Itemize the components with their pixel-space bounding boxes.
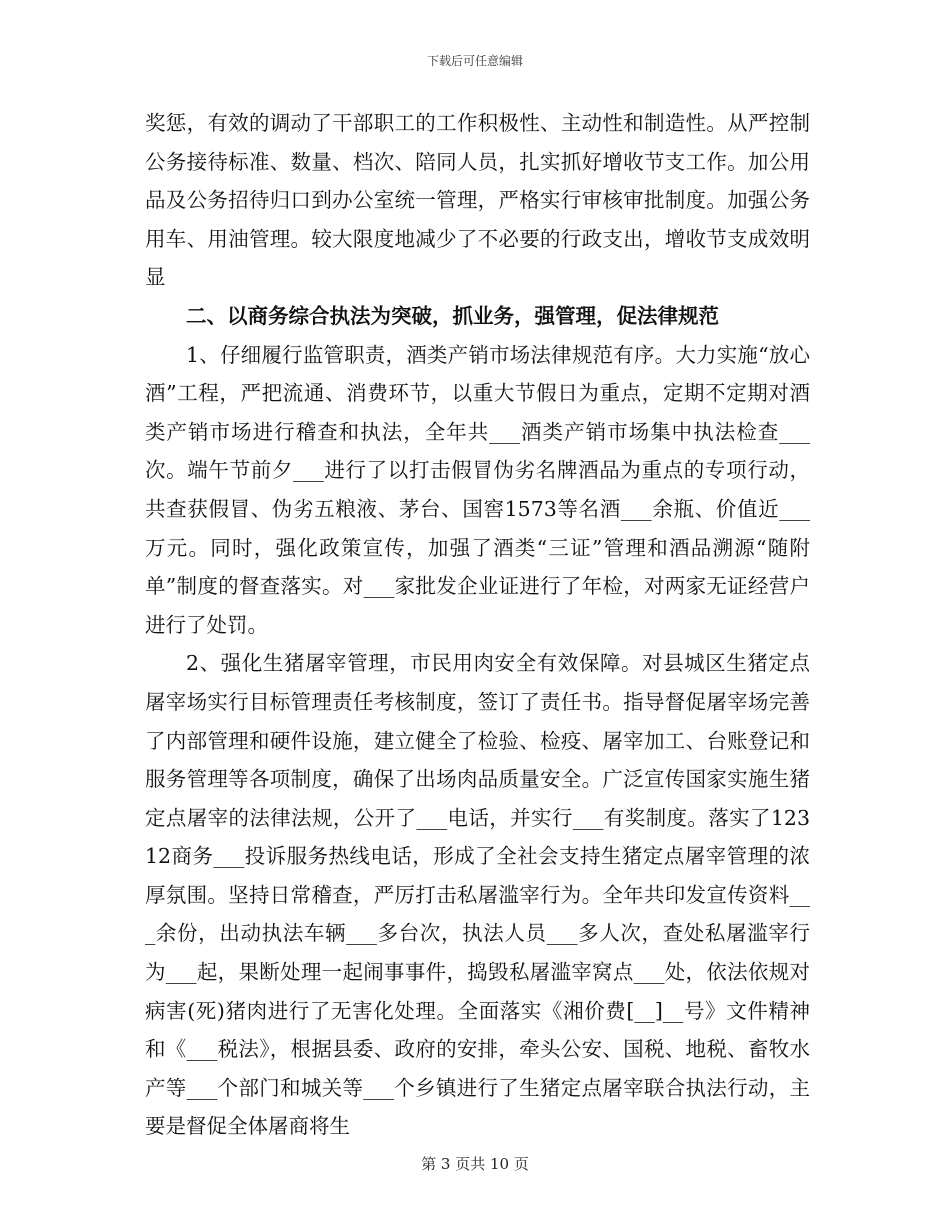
document-body (145, 104, 810, 1146)
page-number: 第 3 页共 10 页 (421, 1155, 529, 1173)
section-heading: 二、以商务综合执法为突破，抓业务，强管理，促法律规范 (186, 303, 719, 328)
paragraph-liquor-market: 1、仔细履行监管职责，酒类产销市场法律规范有序。大力实施“放心酒”工程，严把流通、消费环节，以重大节假日为重点，定期不定期对酒类产销市场进行稽查和执法，全年共___酒类产销市场集中执法检查___次。端午节前夕___进行了以打击假冒伪劣名牌酒品为重点的专项行动，共查获假冒、伪劣五粮液、茅台、国窖1573等名酒___余瓶、价值近___万元。同时，强化政策宣传，加强了酒类“三证”管理和酒品溯源“随附单”制度的督查落实。对___家批发企业证进行了年检，对两家无证经营户进行了处罚。 (145, 342, 810, 637)
paragraph-pig-slaughter: 2、强化生猪屠宰管理，市民用肉安全有效保障。对县城区生猪定点屠宰场实行目标管理责任考核制度，签订了责任书。指导督促屠宰场完善了内部管理和硬件设施，建立健全了检验、检疫、屠宰加工、台账登记和服务管理等各项制度，确保了出场肉品质量安全。广泛宣传国家实施生猪定点屠宰的法律法规，公开了___电话，并实行___有奖制度。落实了12312商务___投诉服务热线电话，形成了全社会支持生猪定点屠宰管理的浓厚氛围。坚持日常稽查，严厉打击私屠滥宰行为。全年共印发宣传资料___余份，出动执法车辆___多台次，执法人员___多人次，查处私屠滥宰行为___起，果断处理一起闹事事件，捣毁私屠滥宰窝点___处，依法依规对病害(死)猪肉进行了无害化处理。全面落实《湘价费[__]__号》文件精神和《___税法》，根据县委、政府的安排，牵头公安、国税、地税、畜牧水产等___个部门和城关等___个乡镇进行了生猪定点屠宰联合执法行动，主要是督促全体屠商将生 (145, 651, 810, 1139)
page-header-note: 下载后可任意编辑 (426, 54, 523, 68)
paragraph-intro: 奖惩，有效的调动了干部职工的工作积极性、主动性和制造性。从严控制公务接待标准、数量、档次、陪同人员，扎实抓好增收节支工作。加公用品及公务招待归口到办公室统一管理，严格实行审核审批制度。加强公务用车、用油管理。较大限度地减少了不必要的行政支出，增收节支成效明显 (145, 111, 810, 290)
